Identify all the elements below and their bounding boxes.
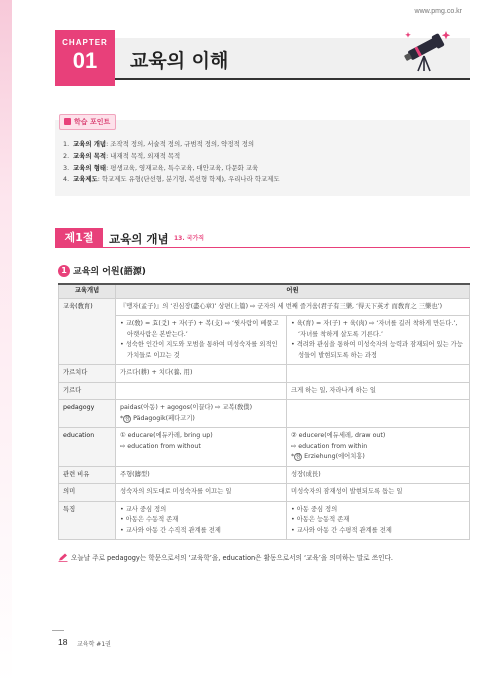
left-decor-band [0,0,12,684]
row-label: 교육(敎育) [59,298,116,365]
chapter-title-bar [115,38,470,80]
table-cell [116,382,287,400]
table-header: 어원 [116,284,470,298]
etymology-table [58,283,470,540]
table-row [59,484,470,502]
table-row [59,501,470,540]
table-row [59,365,470,383]
telescope-icon [402,28,452,72]
list-item: • 아동 중심 정의 [291,505,338,513]
page-number: 18 [58,637,68,647]
reference-mark: 참 [124,415,130,422]
row-label: 기르다 [59,382,116,400]
list-item: • 격려와 관심을 통하여 미성숙자의 능력과 잠재되어 있는 가능성들이 발현되도록 하는 과정 [291,341,463,359]
chapter-number: 01 [72,48,98,73]
row-label: 관련 비유 [59,466,116,484]
table-row [59,316,470,365]
table-cell: 크게 하는 일, 자라나게 하는 일 [287,382,470,400]
row-label: education [59,428,116,467]
table-cell [116,316,287,365]
learning-point-item: 1. 교육의 개념: 조작적 정의, 서술적 정의, 규범적 정의, 약정적 정의 [63,140,255,148]
table-cell [287,400,470,428]
list-item: • 교사와 아동 간 수평적 관계를 전제 [291,526,392,534]
learning-points-tag [59,114,116,130]
circled-number: ② [291,432,297,439]
row-label: 특징 [59,501,116,540]
learning-points-list [63,139,280,186]
learning-points-box [55,120,470,196]
table-cell [116,428,287,467]
chapter-title: 교육의 이해 [130,50,229,72]
list-item: • 아동은 능동적 존재 [291,516,350,523]
table-cell: 미성숙자의 잠재성이 발현되도록 돕는 일 [287,484,470,502]
cell-line: *참 Erziehung(에어치훙) [291,453,365,460]
cell-line: ⇨ education from within [291,442,368,450]
reference-mark: 참 [295,454,301,460]
site-url: www.pmg.co.kr [414,8,462,15]
subsection-title: 교육의 어원(語源) [73,267,146,277]
table-cell [287,316,470,365]
row-label: pedagogy [59,400,116,428]
list-item: • 교(敎) = 효(爻) + 자(子) + 복(攴) ⇨ ‘윗사람이 베풀고 아랫사람은 본받는다.’ [120,320,279,338]
cell-line: ② educere(에듀세레, draw out) [291,432,386,439]
tag-icon [64,118,71,125]
table-header: 교육개념 [59,284,116,298]
table-cell [287,365,470,383]
footer-divider [52,630,64,631]
table-header-row [59,284,470,298]
section-heading [55,228,470,248]
table-cell: 주형(鑄型) [116,466,287,484]
table-cell [287,428,470,467]
circled-number: ① [120,432,126,439]
table-cell: 가르다(耕) + 치다(養, 用) [116,365,287,383]
footnote [58,552,393,562]
table-row [59,400,470,428]
exam-note: 13. 국가직 [174,235,205,242]
table-cell [287,501,470,540]
list-item: • 교사 중심 정의 [120,505,167,513]
table-row [59,428,470,467]
chapter-badge [55,30,115,86]
footnote-text: 오늘날 주로 pedagogy는 학문으로서의 ‘교육학’을, education은 활동으로서의 ‘교육’을 의미하는 말로 쓰인다. [71,554,393,562]
subsection-number: 1 [58,265,70,277]
cell-line: ① educare(에듀카레, bring up) [120,432,213,439]
table-row [59,466,470,484]
table-cell: 성숙자의 의도대로 미성숙자를 이끄는 일 [116,484,287,502]
list-item: • 육(育) = 자(子) + 육(肉) ⇨ ‘자녀를 길러 착하게 만든다.’, ‘자녀를 착하게 살도록 기른다.’ [291,320,458,338]
row-label: 가르치다 [59,365,116,383]
cell-line: *참 Pädagogik(페다고기) [120,414,195,422]
section-tab: 제1절 [55,228,103,248]
learning-point-item: 3. 교육의 형태: 평생교육, 영재교육, 특수교육, 대안교육, 다문화 교육 [63,163,259,172]
cell-line: ⇨ education from without [120,442,201,450]
section-title: 교육의 개념 [109,232,169,246]
book-title: 교육학 #1권 [77,641,111,648]
subsection-heading [58,260,146,279]
list-item: • 아동은 수동적 존재 [120,516,179,523]
table-row [59,382,470,400]
learning-point-item: 4. 교육제도: 학교제도 유형(단선형, 분기형, 복선형 학제), 우리나라 학교제도 [63,175,280,184]
cell-line: paidas(아동) + agogos(이끌다) ⇨ 교복(敎僕) [120,404,253,411]
row-label: 의미 [59,484,116,502]
learning-points-tag-label: 학습 포인트 [74,118,111,126]
table-cell: 성장(成長) [287,466,470,484]
table-row [59,298,470,316]
list-item: • 성숙한 인간이 지도와 모범을 통하여 미성숙자를 외적인 가치들로 이끄는 것 [120,341,278,359]
table-cell [116,400,287,428]
learning-point-item: 2. 교육의 목적: 내재적 목적, 외재적 목적 [63,151,181,160]
table-cell [116,501,287,540]
list-item: • 교사와 아동 간 수직적 관계를 전제 [120,526,221,534]
chapter-label: CHAPTER [62,38,108,47]
pencil-icon [58,553,68,562]
table-cell: 『맹자(孟子)』의 ‘진심장(盡心章)’ 상편(上篇) ⇨ 군자의 세 번째 즐거움(君子有三樂, ‘得天下英才 而敎育之 三樂也’) [116,298,470,316]
